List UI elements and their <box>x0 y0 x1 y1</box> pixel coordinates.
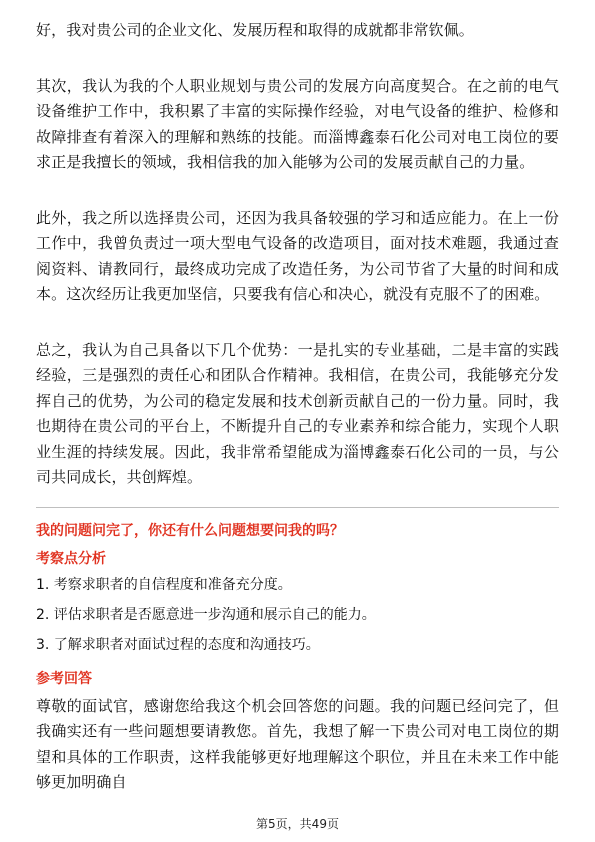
reference-answer: 尊敬的面试官，感谢您给我这个机会回答您的问题。我的问题已经问完了，但我确实还有一些问题想要请教您。首先，我想了解一下贵公司对电工岗位的期望和具体的工作职责，这样我能够更好地理解这个职位，并且在未来工作中能够更加明确自 <box>36 696 559 791</box>
analysis-item: 3. 了解求职者对面试过程的态度和沟通技巧。 <box>36 636 320 653</box>
page-number: 第5页，共49页 <box>256 817 339 831</box>
analysis-item: 2. 评估求职者是否愿意进一步沟通和展示自己的能力。 <box>36 606 376 623</box>
section-divider <box>36 507 559 508</box>
paragraph-intro-end: 好，我对贵公司的企业文化、发展历程和取得的成就都非常钦佩。 <box>36 21 474 39</box>
paragraph-second: 其次，我认为我的个人职业规划与贵公司的发展方向高度契合。在之前的电气设备维护工作中，我积累了丰富的实际操作经验，对电气设备的维护、检修和故障排查有着深入的理解和熟练的技能。而淄博鑫泰石化公司对电工岗位的要求正是我擅长的领域，我相信我的加入能够为公司的发展贡献自己的力量。 <box>36 76 559 171</box>
interview-question: 我的问题问完了，你还有什么问题想要问我的吗？ <box>36 522 344 539</box>
paragraph-third: 此外，我之所以选择贵公司，还因为我具备较强的学习和适应能力。在上一份工作中，我曾负责过一项大型电气设备的改造项目，面对技术难题，我通过查阅资料、请教同行，最终成功完成了改造任务，为公司节省了大量的时间和成本。这次经历让我更加坚信，只要我有信心和决心，就没有克服不了的困难。 <box>36 208 559 303</box>
paragraph-conclusion: 总之，我认为自己具备以下几个优势：一是扎实的专业基础，二是丰富的实践经验，三是强烈的责任心和团队合作精神。我相信，在贵公司，我能够充分发挥自己的优势，为公司的稳定发展和技术创新贡献自己的一份力量。同时，我也期待在贵公司的平台上，不断提升自己的专业素养和综合能力，实现个人职业生涯的持续发展。因此，我非常希望能成为淄博鑫泰石化公司的一员，与公司共同成长，共创辉煌。 <box>36 340 559 486</box>
analysis-heading: 考察点分析 <box>36 550 106 567</box>
analysis-item: 1. 考察求职者的自信程度和准备充分度。 <box>36 576 292 593</box>
page-content <box>36 18 559 796</box>
reference-heading: 参考回答 <box>36 670 92 687</box>
